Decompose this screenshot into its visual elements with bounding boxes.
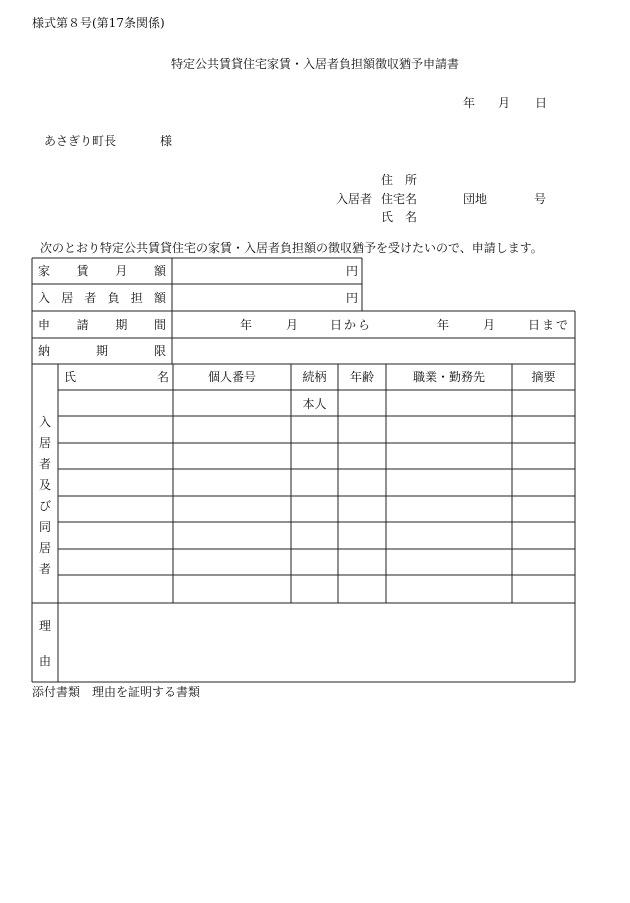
date-month-label: 月: [498, 96, 511, 110]
first-row-relation: 本人: [302, 397, 327, 411]
header-age: 年齢: [349, 370, 374, 384]
header-individual-number: 個人番号: [207, 370, 256, 384]
header-relation: 続柄: [302, 370, 327, 384]
burden-label: 入 居 者 負 担 額: [38, 291, 166, 305]
rent-unit: 円: [346, 264, 359, 278]
rent-label: 家 賃 月 額: [38, 264, 166, 278]
date-day-label: 日: [535, 96, 548, 110]
reason-label-1: 理: [38, 619, 51, 633]
deadline-label: 納 期 限: [38, 344, 166, 358]
period-from-day: 日から: [330, 318, 373, 332]
applicant-block-label: 団地: [463, 192, 488, 206]
reason-label-2: 由: [38, 654, 51, 668]
attachment-note: 添付書類 理由を証明する書類: [32, 685, 201, 699]
date-year-label: 年: [463, 96, 476, 110]
residents-side-label: 入 居 者 及 び 同 居 者: [38, 415, 51, 576]
burden-unit: 円: [346, 291, 359, 305]
period-to-year: 年: [437, 318, 450, 332]
applicant-label: 入居者: [336, 192, 373, 206]
form-number: 様式第８号(第17条関係): [32, 16, 165, 30]
intro-text: 次のとおり特定公共賃貸住宅の家賃・入居者負担額の徴収猶予を受けたいので、申請します。: [40, 241, 543, 255]
honorific: 様: [160, 134, 173, 148]
page-title: 特定公共賃貸住宅家賃・入居者負担額徴収猶予申請書: [170, 57, 459, 71]
header-occupation: 職業・勤務先: [412, 370, 485, 384]
addressee: あさぎり町長: [44, 134, 117, 148]
header-name-2: 名: [157, 370, 170, 384]
period-to-month: 月: [483, 318, 496, 332]
header-remarks: 摘要: [531, 370, 556, 384]
header-name-1: 氏: [64, 370, 77, 384]
period-from-month: 月: [286, 318, 299, 332]
period-from-year: 年: [240, 318, 253, 332]
applicant-name-label: 氏 名: [381, 210, 418, 224]
period-label: 申 請 期 間: [38, 318, 166, 332]
period-to-day: 日まで: [528, 318, 571, 332]
applicant-address-label: 住 所: [381, 173, 418, 187]
applicant-housing-label: 住宅名: [381, 192, 418, 206]
applicant-number-label: 号: [534, 192, 547, 206]
